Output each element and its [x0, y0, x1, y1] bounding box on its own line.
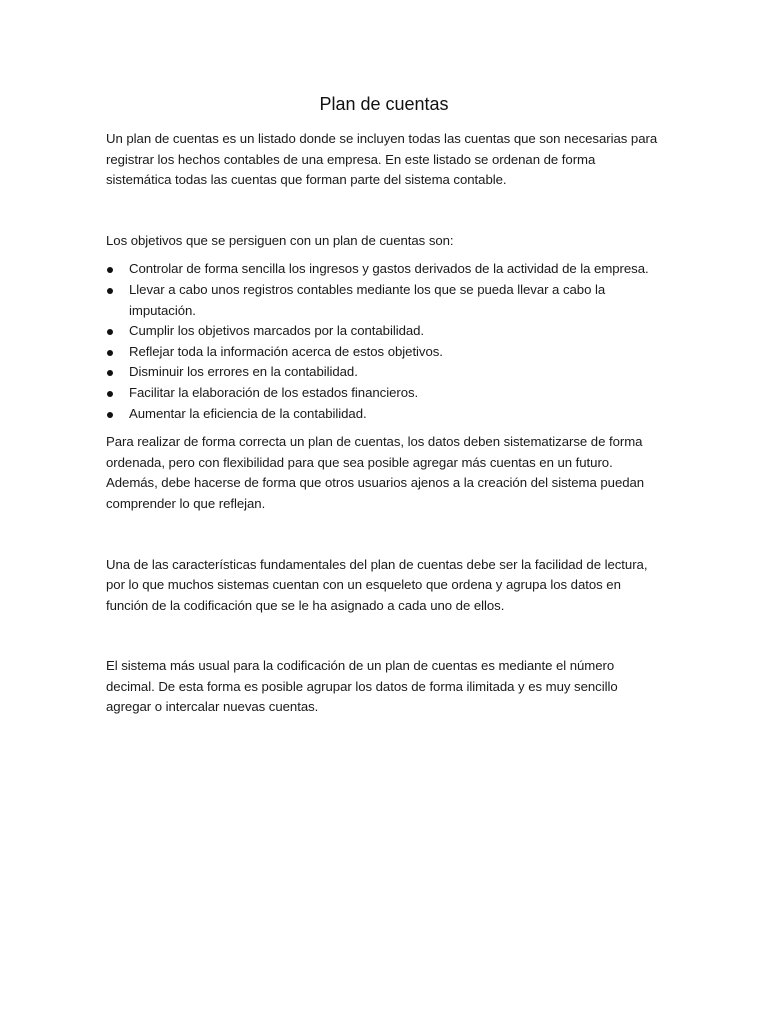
- list-item: [106, 259, 662, 280]
- spacer: [106, 424, 662, 432]
- list-item: [106, 383, 662, 404]
- bullet-icon: [107, 288, 113, 294]
- list-item-text: Controlar de forma sencilla los ingresos y gastos derivados de la actividad de la empresa.: [129, 261, 649, 277]
- list-item: [106, 404, 662, 425]
- bullet-icon: [107, 350, 113, 356]
- list-item-text: Aumentar la eficiencia de la contabilidad.: [129, 405, 367, 421]
- bullet-icon: [107, 370, 113, 376]
- spacer: [106, 616, 662, 656]
- list-item-text: Facilitar la elaboración de los estados financieros.: [129, 384, 419, 400]
- list-item-text: Disminuir los errores en la contabilidad.: [129, 364, 358, 380]
- spacer: [106, 515, 662, 555]
- paragraph-codificacion: El sistema más usual para la codificación de un plan de cuentas es mediante el número decimal. De esta forma es posible agrupar los datos de forma ilimitada y es muy sencillo agregar o intercalar nuevas cuentas.: [106, 658, 618, 715]
- objectives-heading: Los objetivos que se persiguen con un plan de cuentas son:: [106, 232, 454, 248]
- bullet-icon: [107, 329, 113, 335]
- spacer: [106, 191, 662, 231]
- list-item: [106, 342, 662, 363]
- bullet-icon: [107, 412, 113, 418]
- list-item-text: Llevar a cabo unos registros contables mediante los que se pueda llevar a cabo la imputación.: [129, 281, 606, 318]
- list-item: [106, 321, 662, 342]
- bullet-icon: [107, 267, 113, 273]
- document-body: [106, 92, 662, 718]
- paragraph-sistematizacion: Para realizar de forma correcta un plan de cuentas, los datos deben sistematizarse de forma ordenada, pero con flexibilidad para que sea posible agregar más cuentas en un futuro. Además, debe hacerse de forma que otros usuarios ajenos a la creación del sistema puedan comprender lo que reflejan.: [106, 434, 645, 511]
- list-item: [106, 362, 662, 383]
- objectives-list: [106, 259, 662, 424]
- list-item-text: Cumplir los objetivos marcados por la contabilidad.: [129, 323, 425, 339]
- bullet-icon: [107, 391, 113, 397]
- page-title: Plan de cuentas: [319, 94, 449, 114]
- list-item-text: Reflejar toda la información acerca de estos objetivos.: [129, 343, 443, 359]
- list-item: [106, 280, 662, 321]
- intro-paragraph: Un plan de cuentas es un listado donde se incluyen todas las cuentas que son necesarias para registrar los hechos contables de una empresa. En este listado se ordenan de forma sistemática todas las cuentas que forman parte del sistema contable.: [106, 131, 658, 188]
- spacer: [106, 251, 662, 259]
- paragraph-lectura: Una de las características fundamentales del plan de cuentas debe ser la facilidad de lectura, por lo que muchos sistemas cuentan con un esqueleto que ordena y agrupa los datos en función de la codificación que se le ha asignado a cada uno de ellos.: [106, 556, 648, 613]
